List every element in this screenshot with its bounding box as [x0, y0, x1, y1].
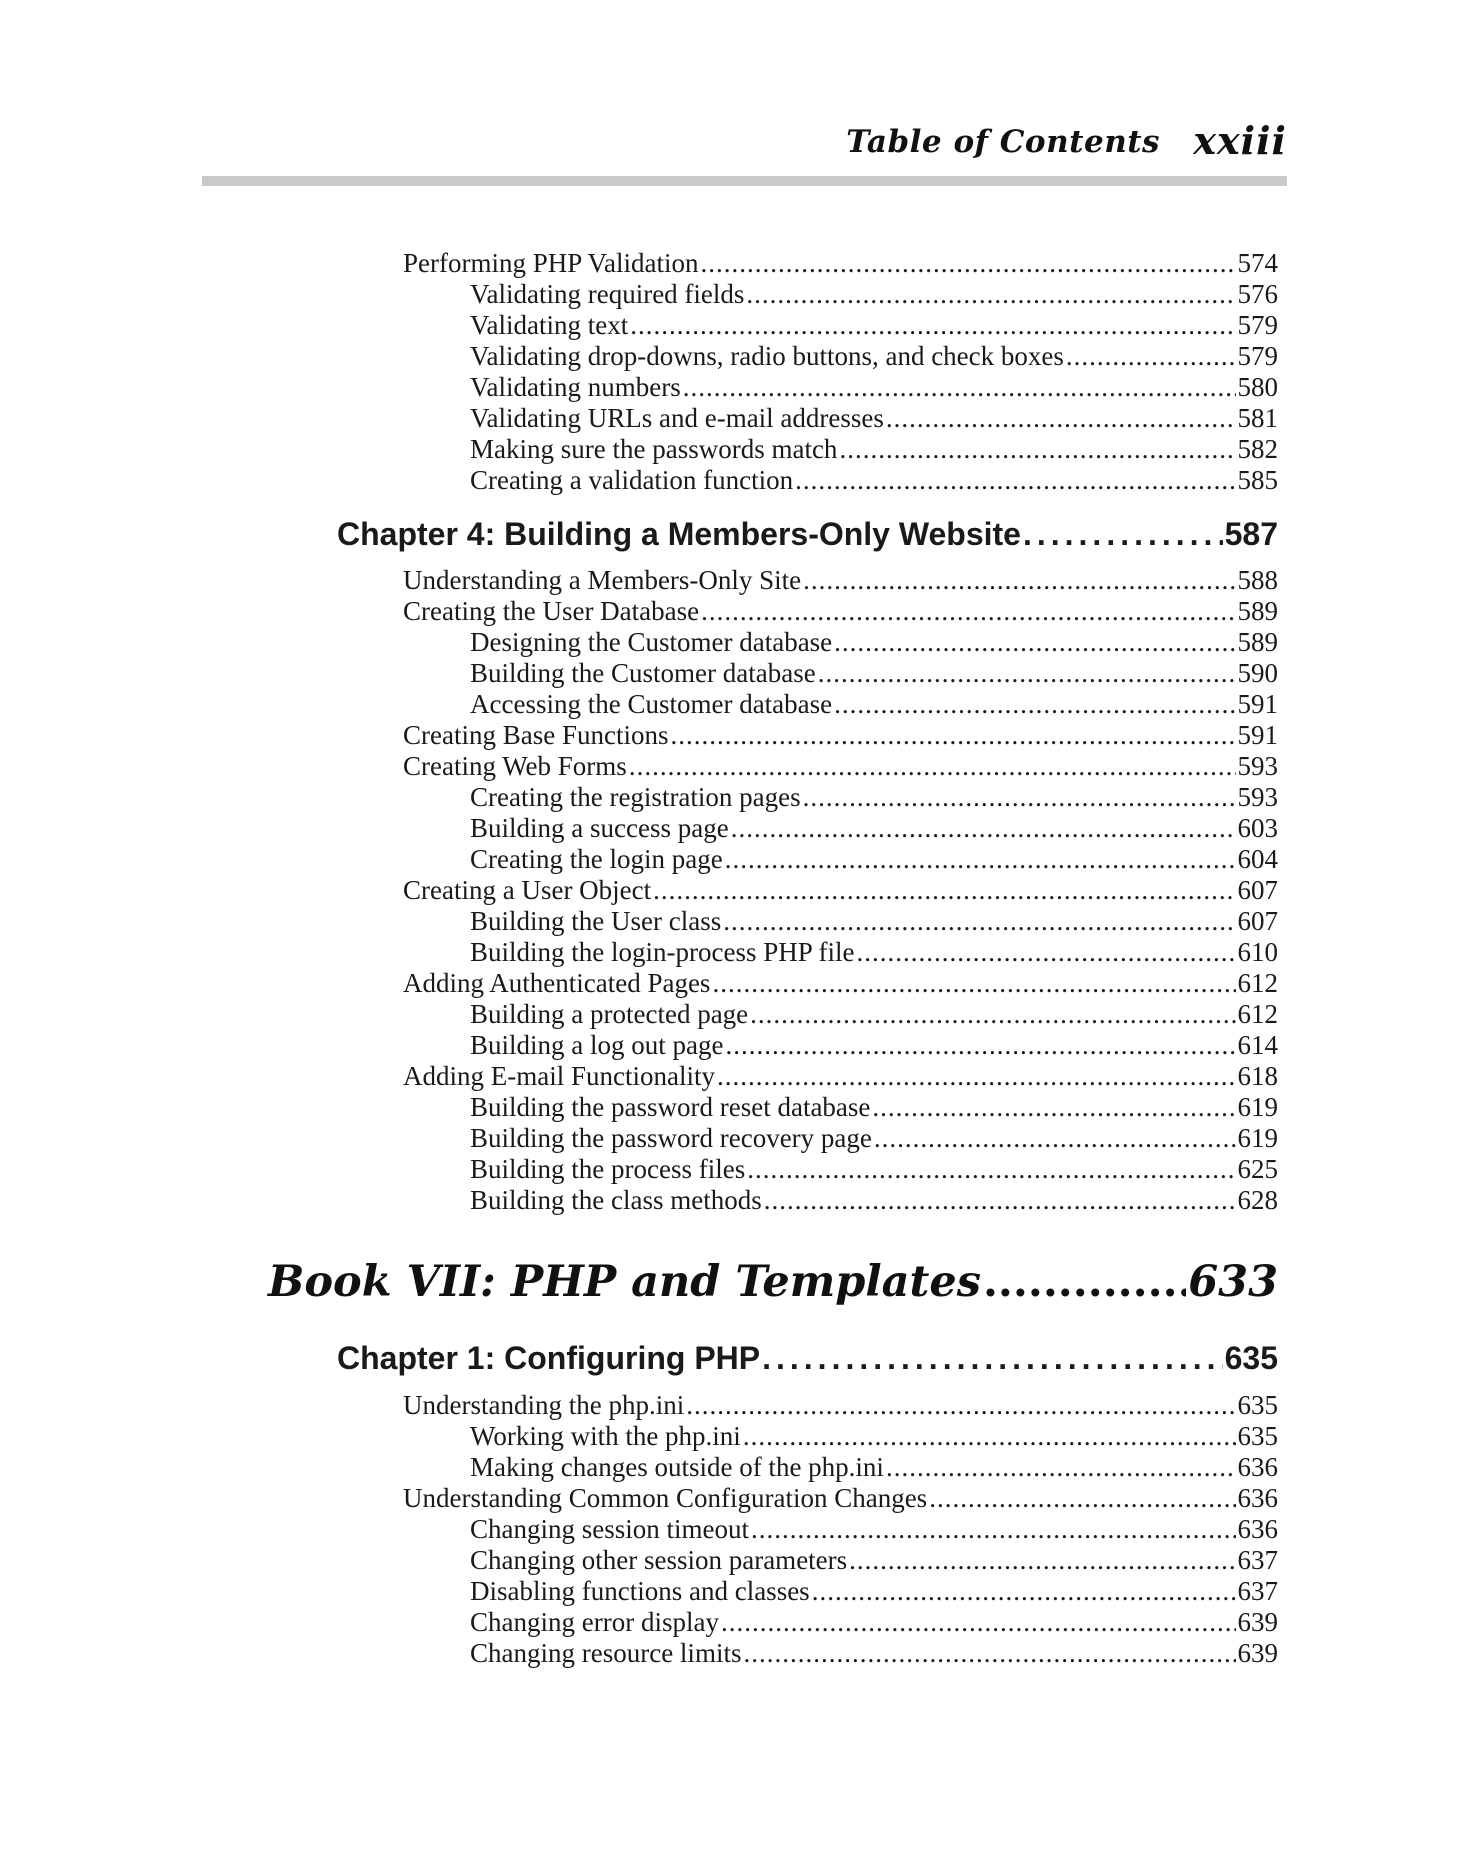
toc-entry-page: 637: [1237, 1576, 1278, 1606]
toc-entry-page: 581: [1237, 403, 1278, 433]
dot-leader: [731, 813, 1236, 844]
dot-leader: [803, 565, 1235, 596]
dot-leader: [886, 403, 1236, 434]
toc-entry[interactable]: [470, 1154, 1278, 1185]
toc-entry-page: 618: [1237, 1061, 1278, 1091]
toc-entry[interactable]: [470, 1576, 1278, 1607]
dot-leader: [747, 1154, 1235, 1185]
toc-entry[interactable]: [470, 1421, 1278, 1452]
toc-entry-page: 610: [1237, 937, 1278, 967]
dot-leader: [812, 1576, 1236, 1607]
toc-entry[interactable]: [470, 658, 1278, 689]
dot-leader: [839, 434, 1235, 465]
toc-entry-page: 628: [1237, 1185, 1278, 1215]
dot-leader: [1023, 516, 1223, 553]
toc-entry[interactable]: [403, 720, 1278, 751]
dot-leader: [818, 658, 1236, 689]
toc-entry-page: 579: [1237, 341, 1278, 371]
toc-entry[interactable]: [403, 751, 1278, 782]
toc-entry[interactable]: [403, 875, 1278, 906]
toc-entry[interactable]: [470, 1092, 1278, 1123]
dot-leader: [764, 1185, 1236, 1216]
toc-entry-page: 589: [1237, 627, 1278, 657]
toc-entry-title: Understanding the php.ini: [403, 1390, 685, 1420]
toc-entry-page: 574: [1237, 248, 1278, 278]
toc-entry-page: 591: [1237, 720, 1278, 750]
toc-entry-page: 635: [1237, 1390, 1278, 1420]
toc-entry-title: Changing session timeout: [470, 1514, 749, 1544]
dot-leader: [725, 1030, 1235, 1061]
toc-entry-page: 636: [1237, 1483, 1278, 1513]
toc-entry[interactable]: [403, 968, 1278, 999]
toc-entry[interactable]: [470, 906, 1278, 937]
toc-entry-page: 612: [1237, 968, 1278, 998]
chapter-page: 635: [1224, 1340, 1278, 1376]
dot-leader: [856, 937, 1235, 968]
toc-entry-title: Building the password recovery page: [470, 1123, 872, 1153]
book-title: Book VII: PHP and Templates: [268, 1257, 981, 1307]
toc-entry-page: 589: [1237, 596, 1278, 626]
toc-entry-title: Creating Base Functions: [403, 720, 669, 750]
dot-leader: [872, 1092, 1235, 1123]
toc-entry[interactable]: [470, 782, 1278, 813]
toc-entry-page: 612: [1237, 999, 1278, 1029]
toc-entry-title: Validating required fields: [470, 279, 745, 309]
toc-entry-title: Building the Customer database: [470, 658, 816, 688]
toc-entry-title: Building the process files: [470, 1154, 746, 1184]
toc-entry[interactable]: [403, 1061, 1278, 1092]
toc-entry-title: Validating text: [470, 310, 629, 340]
toc-entry-page: 604: [1237, 844, 1278, 874]
toc-entry-page: 614: [1237, 1030, 1278, 1060]
toc-entry-title: Building a protected page: [470, 999, 749, 1029]
toc-entry-page: 636: [1237, 1514, 1278, 1544]
toc-entry-title: Creating the registration pages: [470, 782, 801, 812]
toc-entry[interactable]: [470, 434, 1278, 465]
toc-entry[interactable]: [470, 937, 1278, 968]
toc-entry[interactable]: [470, 844, 1278, 875]
toc-entry-title: Adding Authenticated Pages: [403, 968, 711, 998]
toc-entry-page: 580: [1237, 372, 1278, 402]
toc-entry[interactable]: [470, 341, 1278, 372]
dot-leader: [712, 968, 1235, 999]
dot-leader: [751, 1514, 1236, 1545]
toc-entry-title: Building the class methods: [470, 1185, 762, 1215]
chapter-page: 587: [1224, 516, 1278, 552]
toc-entry[interactable]: [470, 372, 1278, 403]
toc-entry-title: Making sure the passwords match: [470, 434, 838, 464]
toc-entry-page: 582: [1237, 434, 1278, 464]
toc-entry-title: Accessing the Customer database: [470, 689, 833, 719]
toc-entry-title: Building the password reset database: [470, 1092, 871, 1122]
dot-leader: [762, 1340, 1223, 1377]
toc-entry[interactable]: [470, 1638, 1278, 1669]
dot-leader: [834, 689, 1235, 720]
toc-entry-title: Creating a validation function: [470, 465, 794, 495]
toc-entry[interactable]: [403, 565, 1278, 596]
dot-leader: [721, 1607, 1236, 1638]
toc-entry-page: 585: [1237, 465, 1278, 495]
toc-entry-title: Building a log out page: [470, 1030, 724, 1060]
dot-leader: [849, 1545, 1235, 1576]
toc-entry[interactable]: [470, 403, 1278, 434]
toc-entry[interactable]: [470, 279, 1278, 310]
toc-entry-page: 639: [1237, 1607, 1278, 1637]
book-page-number: 633: [1188, 1257, 1278, 1307]
dot-leader: [1066, 341, 1236, 372]
toc-entry[interactable]: [470, 465, 1278, 496]
toc-entry[interactable]: [470, 1607, 1278, 1638]
dot-leader: [743, 1421, 1236, 1452]
toc-entry-page: 636: [1237, 1452, 1278, 1482]
dot-leader: [683, 372, 1236, 403]
toc-entry[interactable]: [403, 1483, 1278, 1514]
toc-entry-page: 576: [1237, 279, 1278, 309]
dot-leader: [795, 465, 1235, 496]
dot-leader: [701, 248, 1236, 279]
dot-leader: [686, 1390, 1235, 1421]
toc-entry-title: Adding E-mail Functionality: [403, 1061, 715, 1091]
dot-leader: [886, 1452, 1236, 1483]
dot-leader: [983, 1257, 1186, 1307]
toc-entry[interactable]: [403, 596, 1278, 627]
toc-entry-title: Building a success page: [470, 813, 729, 843]
toc-entry[interactable]: [403, 248, 1278, 279]
toc-entry-title: Building the User class: [470, 906, 722, 936]
running-header-page-number: xxiii: [1193, 118, 1287, 163]
toc-entry-title: Validating drop-downs, radio buttons, and check boxes: [470, 341, 1064, 371]
toc-entry-title: Validating URLs and e-mail addresses: [470, 403, 884, 433]
toc-entry[interactable]: [470, 999, 1278, 1030]
toc-entry-page: 591: [1237, 689, 1278, 719]
toc-entry-page: 607: [1237, 875, 1278, 905]
toc-entry-page: 579: [1237, 310, 1278, 340]
toc-entry-title: Creating the User Database: [403, 596, 700, 626]
dot-leader: [701, 596, 1235, 627]
dot-leader: [630, 310, 1235, 341]
toc-entry[interactable]: [470, 1545, 1278, 1576]
toc-entry[interactable]: [470, 1185, 1278, 1216]
toc-entry[interactable]: [470, 1514, 1278, 1545]
toc-entry[interactable]: [470, 813, 1278, 844]
toc-entry-title: Understanding a Members-Only Site: [403, 565, 802, 595]
toc-entry-page: 635: [1237, 1421, 1278, 1451]
dot-leader: [750, 999, 1235, 1030]
chapter-title: Chapter 1: Configuring PHP: [337, 1340, 761, 1376]
toc-entry-title: Changing other session parameters: [470, 1545, 848, 1575]
toc-entry-page: 588: [1237, 565, 1278, 595]
toc-entry-page: 593: [1237, 782, 1278, 812]
dot-leader: [629, 751, 1236, 782]
toc-entry[interactable]: [470, 1030, 1278, 1061]
toc-entry-page: 593: [1237, 751, 1278, 781]
dot-leader: [723, 906, 1235, 937]
toc-entry-title: Working with the php.ini: [470, 1421, 741, 1451]
chapter-heading[interactable]: [337, 516, 1278, 554]
toc-entry-page: 619: [1237, 1092, 1278, 1122]
dot-leader: [725, 844, 1236, 875]
toc-entry[interactable]: [470, 1452, 1278, 1483]
dot-leader: [929, 1483, 1235, 1514]
chapter-title: Chapter 4: Building a Members-Only Website: [337, 516, 1021, 552]
toc-entry-page: 607: [1237, 906, 1278, 936]
toc-entry-page: 590: [1237, 658, 1278, 688]
chapter-heading[interactable]: [337, 1340, 1278, 1378]
dot-leader: [874, 1123, 1236, 1154]
toc-entry-title: Performing PHP Validation: [403, 248, 699, 278]
toc-entry-title: Validating numbers: [470, 372, 681, 402]
dot-leader: [670, 720, 1235, 751]
toc-entry-title: Changing resource limits: [470, 1638, 742, 1668]
toc-entry[interactable]: [470, 689, 1278, 720]
toc-entry-page: 639: [1237, 1638, 1278, 1668]
toc-entry-title: Changing error display: [470, 1607, 719, 1637]
dot-leader: [834, 627, 1235, 658]
dot-leader: [717, 1061, 1236, 1092]
dot-leader: [746, 279, 1235, 310]
toc-entry[interactable]: [470, 310, 1278, 341]
toc-entry-title: Understanding Common Configuration Changes: [403, 1483, 928, 1513]
toc-entry-page: 637: [1237, 1545, 1278, 1575]
header-rule: [202, 176, 1287, 186]
dot-leader: [803, 782, 1236, 813]
toc-entry-page: 603: [1237, 813, 1278, 843]
book-heading[interactable]: [268, 1257, 1278, 1307]
toc-entry-title: Creating the login page: [470, 844, 723, 874]
dot-leader: [743, 1638, 1235, 1669]
toc-entry-title: Designing the Customer database: [470, 627, 833, 657]
toc-entry[interactable]: [470, 1123, 1278, 1154]
toc-entry-page: 625: [1237, 1154, 1278, 1184]
toc-entry-title: Creating a User Object: [403, 875, 652, 905]
running-header-title: Table of Contents: [846, 124, 1160, 160]
toc-entry[interactable]: [470, 627, 1278, 658]
toc-entry-title: Creating Web Forms: [403, 751, 627, 781]
toc-entry[interactable]: [403, 1390, 1278, 1421]
dot-leader: [653, 875, 1235, 906]
toc-entry-title: Disabling functions and classes: [470, 1576, 810, 1606]
toc-entry-page: 619: [1237, 1123, 1278, 1153]
toc-entry-title: Making changes outside of the php.ini: [470, 1452, 884, 1482]
toc-entry-title: Building the login-process PHP file: [470, 937, 855, 967]
